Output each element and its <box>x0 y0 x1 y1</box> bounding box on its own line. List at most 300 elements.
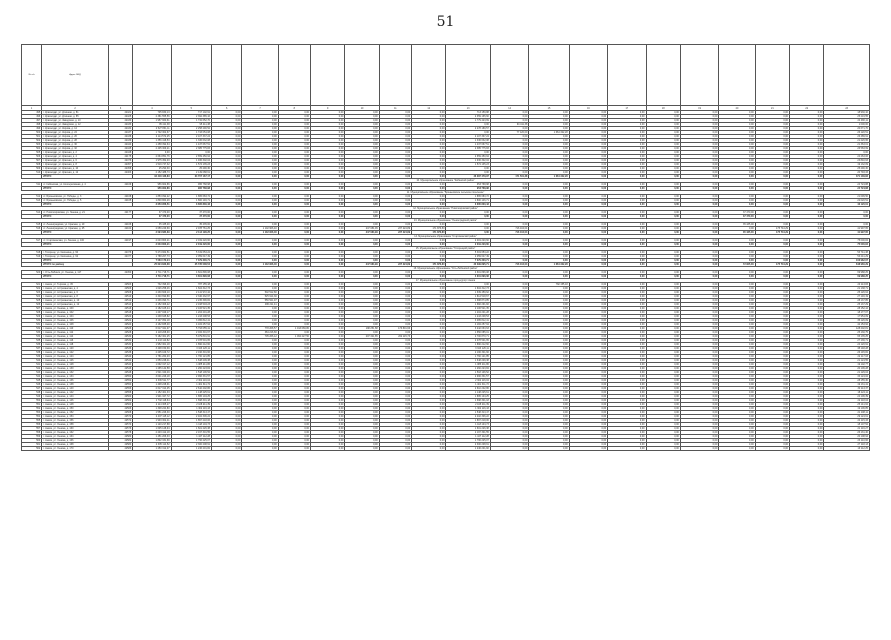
table-cell: 0,00 <box>608 391 646 395</box>
table-cell: 0,00 <box>278 271 310 275</box>
table-cell: 0,00 <box>755 123 789 127</box>
column-number: 17 <box>608 106 646 111</box>
table-cell: 0,00 <box>569 319 607 323</box>
table-cell: 0,00 <box>680 431 718 435</box>
table-cell: 0,00 <box>490 195 528 199</box>
table-cell: 545 <box>22 379 42 383</box>
table-cell: 1 648 209,38 <box>446 359 490 363</box>
table-cell: 2 302 116,04 <box>446 379 490 383</box>
address-cell: г. Анапа, ул. Ленина, д. 100 <box>42 307 109 311</box>
table-cell: 0,00 <box>569 155 607 159</box>
table-cell: 0,00 <box>719 139 755 143</box>
table-cell: 0,00 <box>311 255 345 259</box>
address-cell: г. Краснодар, ул. Кирова, д. 24 <box>42 131 109 135</box>
table-cell: 0,00 <box>278 167 310 171</box>
table-cell: 0,00 <box>646 227 680 231</box>
address-cell: г. Анапа, ул. Астраханская, д. 8 <box>42 295 109 299</box>
table-body <box>22 111 870 451</box>
table-cell: 0,00 <box>490 407 528 411</box>
table-cell: 0,00 <box>608 299 646 303</box>
table-cell: 0,00 <box>755 175 789 179</box>
table-header <box>22 45 870 111</box>
table-cell: 0,00 <box>311 215 345 219</box>
table-cell: 0,00 <box>529 171 569 175</box>
column-header <box>646 45 680 106</box>
table-cell: 42570 <box>108 415 132 419</box>
address-cell: г. Анапа, ул. Ленина, д. 118 <box>42 343 109 347</box>
table-cell: 2 078 501,65 <box>446 339 490 343</box>
table-cell: 0,00 <box>379 403 411 407</box>
address-cell: г. Анапа, ул. Ленина, д. 160 <box>42 427 109 431</box>
address-cell: ст. Кабинская, ул. Кооперативная, д. 4 <box>42 183 109 187</box>
table-cell: 0,00 <box>211 379 241 383</box>
table-cell: 0,00 <box>608 343 646 347</box>
table-cell: 0,00 <box>719 203 755 207</box>
table-cell: 0,00 <box>824 223 870 227</box>
table-cell: 0,00 <box>242 223 278 227</box>
table-cell: 0,00 <box>755 335 789 339</box>
table-cell: 1 026 258,46 <box>133 287 171 291</box>
table-cell: 22 118,04 <box>824 399 870 403</box>
table-cell: 0,00 <box>529 139 569 143</box>
table-cell: 0,00 <box>680 183 718 187</box>
table-cell: 0,00 <box>278 427 310 431</box>
table-cell: 0,00 <box>211 211 241 215</box>
table-cell: 0,00 <box>242 419 278 423</box>
table-cell: 787 155,18 <box>171 283 211 287</box>
table-cell: 0,00 <box>646 119 680 123</box>
column-header <box>171 45 211 106</box>
table-cell: 26 387 479,97 <box>446 175 490 179</box>
table-cell: 0,00 <box>379 187 411 191</box>
table-cell: 0,00 <box>569 263 607 267</box>
column-header <box>569 45 607 106</box>
table-cell: 19 112,25 <box>824 447 870 451</box>
column-number: 5 <box>171 106 211 111</box>
table-cell: 0,00 <box>790 135 824 139</box>
table-cell: 0,00 <box>790 403 824 407</box>
table-cell: 0,00 <box>608 175 646 179</box>
table-cell: 0,00 <box>790 123 824 127</box>
table-cell: 1 408 228,91 <box>133 383 171 387</box>
table-cell: 0,00 <box>719 143 755 147</box>
table-cell: 535 <box>22 339 42 343</box>
table-cell: 0,00 <box>608 375 646 379</box>
table-cell: 0,00 <box>211 295 241 299</box>
table-cell: 0,00 <box>755 111 789 115</box>
table-cell: 0,00 <box>755 271 789 275</box>
table-cell: 705 266,12 <box>242 335 278 339</box>
table-cell: 0,00 <box>646 427 680 431</box>
table-cell: 495 <box>22 111 42 115</box>
table-cell: 0,00 <box>490 119 528 123</box>
address-cell: ИТОГО <box>42 275 109 279</box>
table-cell: 0,00 <box>608 331 646 335</box>
table-cell: 0,00 <box>529 315 569 319</box>
table-cell: 0,00 <box>211 171 241 175</box>
table-cell: 0,00 <box>790 175 824 179</box>
table-cell: 0,00 <box>529 123 569 127</box>
table-cell: 0,00 <box>755 347 789 351</box>
table-cell: 0,00 <box>790 227 824 231</box>
table-cell: 0,00 <box>412 183 446 187</box>
table-cell: 0,00 <box>569 375 607 379</box>
table-cell: 0,00 <box>311 415 345 419</box>
address-cell: г. Анапа, ул. Ленина, д. 122 <box>42 351 109 355</box>
table-cell: 0,00 <box>379 447 411 451</box>
table-cell: 0,00 <box>412 123 446 127</box>
table-cell: 0,00 <box>490 243 528 247</box>
table-cell: 0,00 <box>529 395 569 399</box>
table-cell: 995 768,98 <box>171 187 211 191</box>
table-cell: 65 135,25 <box>824 335 870 339</box>
table-cell: 0,00 <box>379 199 411 203</box>
table-cell: 0,00 <box>311 111 345 115</box>
table-cell: 42477 <box>108 255 132 259</box>
table-cell: 0,00 <box>569 359 607 363</box>
table-cell: 202 115,73 <box>379 335 411 339</box>
address-cell: г. Краснодар, ул. Кирова, д. 28 <box>42 139 109 143</box>
table-cell: 0,00 <box>490 151 528 155</box>
table-cell: 0,00 <box>490 183 528 187</box>
table-cell: 1 243 208,53 <box>446 315 490 319</box>
table-cell: 0,00 <box>278 395 310 399</box>
column-number: 7 <box>242 106 278 111</box>
table-cell: 3 653 956,51 <box>133 203 171 207</box>
table-cell: 0,00 <box>719 127 755 131</box>
table-cell: 0,00 <box>211 275 241 279</box>
table-cell: 0,00 <box>412 115 446 119</box>
table-cell: 1 682 291,82 <box>446 303 490 307</box>
table-cell: 0,00 <box>755 387 789 391</box>
table-cell: 1 308 224,80 <box>133 407 171 411</box>
table-cell: 0,00 <box>646 371 680 375</box>
table-cell: 0,00 <box>311 403 345 407</box>
table-cell: 0,00 <box>529 231 569 235</box>
table-cell: 2 019 220,60 <box>171 243 211 247</box>
table-cell: 0,00 <box>529 223 569 227</box>
table-cell: 42522 <box>108 319 132 323</box>
table-cell: 0,00 <box>569 335 607 339</box>
table-cell: 1 451 206,33 <box>133 435 171 439</box>
table-cell: 0,00 <box>211 307 241 311</box>
table-cell: 0,00 <box>790 163 824 167</box>
table-cell: 0,00 <box>608 379 646 383</box>
table-cell: 2 059 647,49 <box>171 255 211 259</box>
table-cell: 0,00 <box>311 423 345 427</box>
table-cell: 0,00 <box>790 275 824 279</box>
table-cell: 0,00 <box>490 271 528 275</box>
table-cell: 42 153,92 <box>824 323 870 327</box>
table-cell: 0,00 <box>211 159 241 163</box>
column-number: 18 <box>646 106 680 111</box>
table-cell: 0,00 <box>311 295 345 299</box>
table-cell: 0,00 <box>529 399 569 403</box>
table-cell: 0,00 <box>278 323 310 327</box>
table-cell: 0,00 <box>211 383 241 387</box>
table-cell: 0,00 <box>490 147 528 151</box>
table-cell: 42518 <box>108 311 132 315</box>
table-cell: 0,00 <box>680 379 718 383</box>
table-cell: 0,00 <box>755 355 789 359</box>
table-cell: 0,00 <box>242 431 278 435</box>
table-cell: 0,00 <box>755 331 789 335</box>
table-cell: 0,00 <box>379 143 411 147</box>
table-cell: 0,00 <box>345 135 379 139</box>
table-cell: 95 411,38 <box>133 123 171 127</box>
table-cell: 0,00 <box>529 215 569 219</box>
table-cell: 1 796 225,07 <box>171 439 211 443</box>
table-cell: 0,00 <box>345 347 379 351</box>
table-cell: 0,00 <box>278 391 310 395</box>
table-cell: 1 102 906,40 <box>242 227 278 231</box>
table-cell: 0,00 <box>242 259 278 263</box>
table-cell: 42503 <box>108 283 132 287</box>
table-cell: 26 489,91 <box>824 135 870 139</box>
table-cell: 0,00 <box>211 139 241 143</box>
table-cell: 0,00 <box>569 387 607 391</box>
table-cell: 0,00 <box>345 411 379 415</box>
table-cell: 42532 <box>108 339 132 343</box>
table-cell: 486 211,41 <box>242 303 278 307</box>
table-cell: 0,00 <box>646 131 680 135</box>
table-cell: 0,00 <box>278 447 310 451</box>
table-cell: 0,00 <box>719 443 755 447</box>
section-heading: 11. Муниципальное образование "Бриньковское сельское поселение" <box>22 191 870 195</box>
table-cell: 0,00 <box>490 411 528 415</box>
table-cell: 0,00 <box>412 319 446 323</box>
table-cell: 0,00 <box>569 119 607 123</box>
table-cell: 0,00 <box>490 187 528 191</box>
table-cell: 0,00 <box>446 131 490 135</box>
table-cell: 0,00 <box>379 375 411 379</box>
table-cell: 0,00 <box>242 399 278 403</box>
table-cell: 42580 <box>108 435 132 439</box>
table-cell: 42434 <box>108 127 132 131</box>
table-cell: 0,00 <box>680 275 718 279</box>
table-cell: 0,00 <box>242 415 278 419</box>
table-cell: 0,00 <box>608 407 646 411</box>
table-cell: 0,00 <box>608 211 646 215</box>
table-cell: 42177 <box>108 211 132 215</box>
table-cell: 0,00 <box>719 383 755 387</box>
table-cell: 0,00 <box>345 291 379 295</box>
table-cell: 0,00 <box>790 327 824 331</box>
table-cell: 0,00 <box>379 295 411 299</box>
table-cell: 0,00 <box>680 287 718 291</box>
table-cell: 0,00 <box>608 427 646 431</box>
table-cell: 0,00 <box>345 351 379 355</box>
table-cell: 0,00 <box>608 135 646 139</box>
table-cell: 0,00 <box>646 139 680 143</box>
table-cell: 0,00 <box>608 415 646 419</box>
table-cell: 247 084,99 <box>345 263 379 267</box>
table-cell: 0,00 <box>211 367 241 371</box>
table-cell: 0,00 <box>646 395 680 399</box>
table-cell: 35 435,00 <box>719 231 755 235</box>
table-cell: 0,00 <box>529 303 569 307</box>
table-cell: 0,00 <box>379 431 411 435</box>
table-cell: 3 665 830,43 <box>446 203 490 207</box>
table-cell: 42538 <box>108 351 132 355</box>
address-cell: г. Анапа, ул. Ленина, д. 150 <box>42 407 109 411</box>
table-cell: 42526 <box>108 327 132 331</box>
table-cell: 716 104,04 <box>490 263 528 267</box>
table-cell: 0,00 <box>311 263 345 267</box>
table-cell: 28 137,85 <box>824 299 870 303</box>
table-cell: 0,00 <box>242 167 278 171</box>
table-cell: 0,00 <box>412 195 446 199</box>
address-cell: г. Анапа, ул. Астраханская, д. 4 <box>42 287 109 291</box>
table-cell: 0,00 <box>242 367 278 371</box>
table-cell: 0,00 <box>646 339 680 343</box>
table-cell: 53 741,38 <box>824 251 870 255</box>
table-cell: 0,00 <box>412 435 446 439</box>
table-cell: 0,00 <box>345 375 379 379</box>
table-cell: 0,00 <box>646 379 680 383</box>
table-cell: 0,00 <box>569 135 607 139</box>
column-number: 8 <box>278 106 310 111</box>
table-cell: 0,00 <box>719 287 755 291</box>
table-cell: 0,00 <box>680 119 718 123</box>
table-cell: 0,00 <box>412 163 446 167</box>
table-cell: 0,00 <box>379 399 411 403</box>
table-cell: 0,00 <box>608 115 646 119</box>
table-cell: 175 744,29 <box>755 231 789 235</box>
table-cell: 0,00 <box>345 159 379 163</box>
table-cell: 546 <box>22 383 42 387</box>
table-cell: 2 034 301,67 <box>171 331 211 335</box>
table-cell: 1 890 212,60 <box>171 343 211 347</box>
table-cell: 0,00 <box>790 427 824 431</box>
table-cell: 0,00 <box>211 263 241 267</box>
table-cell: 1 779 423,69 <box>446 119 490 123</box>
table-cell: 0,00 <box>646 183 680 187</box>
table-cell: 0,00 <box>680 303 718 307</box>
table-cell: 544 <box>22 375 42 379</box>
column-header <box>379 45 411 106</box>
table-cell: 42550 <box>108 375 132 379</box>
table-cell: 0,00 <box>278 375 310 379</box>
table-cell: 25 141,62 <box>824 403 870 407</box>
table-cell: 42430 <box>108 119 132 123</box>
table-cell: 2 996 331,57 <box>446 375 490 379</box>
table-cell: 0,00 <box>490 419 528 423</box>
table-cell: 95 411,38 <box>171 123 211 127</box>
table-cell: 0,00 <box>529 243 569 247</box>
table-cell: 0,00 <box>680 347 718 351</box>
table-cell: 42542 <box>108 359 132 363</box>
table-cell: 0,00 <box>569 323 607 327</box>
table-cell: 0,00 <box>569 243 607 247</box>
table-cell: 42433 <box>108 123 132 127</box>
table-cell: 2 143 110,82 <box>133 339 171 343</box>
table-cell: 0,00 <box>379 123 411 127</box>
table-cell: 0,00 <box>790 343 824 347</box>
table-cell: 4 711 718,71 <box>133 271 171 275</box>
table-cell: 0,00 <box>790 443 824 447</box>
table-cell: 0,00 <box>311 359 345 363</box>
table-cell: 0,00 <box>211 187 241 191</box>
table-cell: 0,00 <box>278 111 310 115</box>
address-cell: г. Анапа, ул. Ленина, д. 162 <box>42 431 109 435</box>
address-cell: ИТОГО <box>42 231 109 235</box>
table-cell: 0,00 <box>646 439 680 443</box>
column-header <box>680 45 718 106</box>
table-cell: 0,00 <box>569 295 607 299</box>
table-cell: 0,00 <box>719 323 755 327</box>
table-cell: 0,00 <box>490 319 528 323</box>
table-cell: 0,00 <box>680 371 718 375</box>
address-cell: г. Краснодар, ул. Заводская, д. 10 <box>42 119 109 123</box>
table-cell: 0,00 <box>646 307 680 311</box>
table-cell: 0,00 <box>242 163 278 167</box>
table-cell: 0,00 <box>755 343 789 347</box>
table-cell: 0,00 <box>646 171 680 175</box>
table-cell: 0,00 <box>412 431 446 435</box>
table-cell: 1 204 201,28 <box>446 311 490 315</box>
column-header <box>345 45 379 106</box>
table-cell: 42439 <box>108 139 132 143</box>
table-cell: 0,00 <box>490 431 528 435</box>
table-cell: 0,00 <box>529 183 569 187</box>
table-cell: 42574 <box>108 423 132 427</box>
table-cell: 0,00 <box>608 143 646 147</box>
table-cell: 5 274 962,51 <box>133 251 171 255</box>
table-cell: 0,00 <box>608 231 646 235</box>
table-cell: 3 408 150,39 <box>133 347 171 351</box>
table-cell: 0,00 <box>278 163 310 167</box>
table-cell: 0,00 <box>412 367 446 371</box>
table-cell: 0,00 <box>242 131 278 135</box>
table-cell: 0,00 <box>311 319 345 323</box>
address-cell: г. Анапа, ул. Ленина, д. 120 <box>42 347 109 351</box>
table-cell: 2 149 088,61 <box>171 171 211 175</box>
table-cell: 561 <box>22 443 42 447</box>
table-cell: 0,00 <box>755 299 789 303</box>
table-cell: 0,00 <box>529 299 569 303</box>
table-cell: 2 106 521,35 <box>171 307 211 311</box>
table-cell: 0,00 <box>569 227 607 231</box>
table-cell: 0,00 <box>719 431 755 435</box>
table-cell: 0,00 <box>242 127 278 131</box>
table-cell: 0,00 <box>211 431 241 435</box>
table-cell: 0,00 <box>379 303 411 307</box>
column-header <box>412 45 446 106</box>
table-cell: 0,00 <box>569 351 607 355</box>
table-cell: 0,00 <box>680 299 718 303</box>
table-cell: 0,00 <box>379 367 411 371</box>
table-cell: 0,00 <box>345 399 379 403</box>
table-cell: 0,00 <box>278 443 310 447</box>
table-cell: 0,00 <box>790 331 824 335</box>
table-cell: 0,00 <box>278 255 310 259</box>
table-cell: 0,00 <box>529 271 569 275</box>
table-cell: 18 177,07 <box>824 311 870 315</box>
table-cell: 0,00 <box>278 143 310 147</box>
table-cell: 0,00 <box>278 263 310 267</box>
table-cell: 0,00 <box>133 151 171 155</box>
table-cell: 0,00 <box>311 243 345 247</box>
table-cell: 0,00 <box>755 151 789 155</box>
table-cell: 0,00 <box>719 159 755 163</box>
table-cell: 0,00 <box>311 183 345 187</box>
table-cell: 0,00 <box>345 423 379 427</box>
table-cell: 0,00 <box>345 255 379 259</box>
table-cell: 0,00 <box>824 215 870 219</box>
table-cell: 25 290,30 <box>133 167 171 171</box>
column-header <box>108 45 132 106</box>
